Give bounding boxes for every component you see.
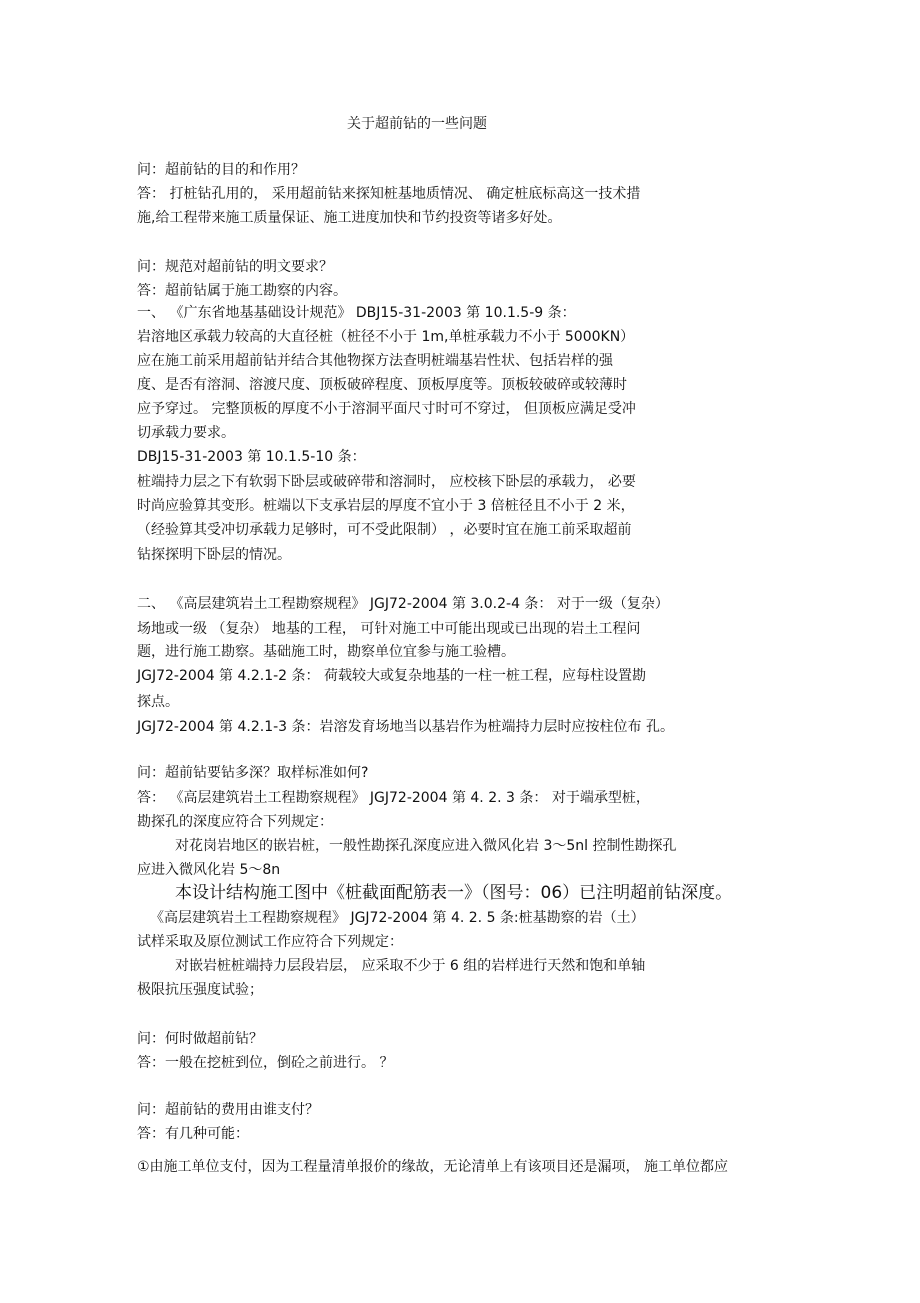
- paragraph-line: 钻探探明下卧层的情况。: [137, 547, 291, 563]
- paragraph-line: 度、是否有溶洞、溶渡尺度、顶板破碎程度、顶板厚度等。顶板较破碎或较薄时: [137, 377, 627, 393]
- paragraph-line: 应予穿过。 完整顶板的厚度不小于溶洞平面尺寸时可不穿过， 但顶板应满足受冲: [137, 401, 636, 417]
- answer-line: 施,给工程带来施工质量保证、施工进度加快和节约投资等诸多好处。: [137, 210, 562, 226]
- paragraph-line: 桩端持力层之下有软弱下卧层或破碎带和溶洞时， 应校核下卧层的承载力， 必要: [137, 474, 636, 490]
- paragraph-line: ①由施工单位支付，因为工程量清单报价的缘故，无论清单上有该项目还是漏项， 施工单位都应: [137, 1159, 728, 1175]
- paragraph-line: 探点。: [137, 694, 179, 710]
- paragraph-line: （经验算其受冲切承载力足够时，可不受此限制） ，必要时宜在施工前采取超前: [137, 522, 632, 538]
- section-heading: DBJ15-31-2003 第 10.1.5-10 条：: [137, 449, 366, 465]
- paragraph-line: 时尚应验算其变形。桩端以下支承岩层的厚度不宜小于 3 倍桩径且不小于 2 米，: [137, 498, 635, 514]
- paragraph-line: 《高层建筑岩土工程勘察规程》 JGJ72-2004 第 4. 2. 5 条:桩基勘察的岩（土）: [150, 910, 645, 926]
- paragraph-line: JGJ72-2004 第 4.2.1-2 条： 荷载较大或复杂地基的一柱一桩工程，应每柱设置勘: [137, 668, 646, 684]
- paragraph-line: 极限抗压强度试验；: [137, 982, 263, 998]
- paragraph-line: 试样采取及原位测试工作应符合下列规定：: [137, 934, 403, 950]
- answer-line: 答： 打桩钻孔用的， 采用超前钻来探知桩基地质情况、 确定桩底标高这一技术措: [137, 186, 641, 202]
- question-5: 问：超前钻的费用由谁支付？: [137, 1102, 319, 1118]
- paragraph-line: 题，进行施工勘察。基础施工时，勘察单位宜参与施工验槽。: [137, 644, 515, 660]
- question-3: 问：超前钻要钻多深？取样标准如何?: [137, 765, 369, 781]
- answer-line: 答： 《高层建筑岩土工程勘察规程》 JGJ72-2004 第 4. 2. 3 条： 对于端承型桩，: [137, 790, 650, 806]
- paragraph-line: JGJ72-2004 第 4.2.1-3 条：岩溶发育场地当以基岩作为桩端持力层时应按柱位布 孔。: [137, 719, 674, 735]
- answer-line: 答：有几种可能：: [137, 1126, 249, 1142]
- paragraph-line: 对花岗岩地区的嵌岩桩，一般性勘探孔深度应进入微风化岩 3〜5nl 控制性勘探孔: [175, 838, 677, 854]
- paragraph-line: 勘探孔的深度应符合下列规定：: [137, 814, 333, 830]
- section-heading: 二、 《高层建筑岩土工程勘察规程》 JGJ72-2004 第 3.0.2-4 条： 对于一级（复杂）: [137, 596, 669, 612]
- answer-line: 答：超前钻属于施工勘察的内容。: [137, 283, 347, 299]
- section-heading: 一、 《广东省地基基础设计规范》 DBJ15-31-2003 第 10.1.5-9 条：: [137, 305, 576, 321]
- paragraph-line: 对嵌岩桩桩端持力层段岩层， 应采取不少于 6 组的岩样进行天然和饱和单轴: [175, 958, 646, 974]
- question-2: 问：规范对超前钻的明文要求？: [137, 259, 333, 275]
- emphasis-line: 本设计结构施工图中《桩截面配筋表一》（图号：06）已注明超前钻深度。: [175, 883, 733, 903]
- paragraph-line: 岩溶地区承载力较高的大直径桩（桩径不小于 1m,单桩承载力不小于 5000KN）: [137, 329, 635, 345]
- question-1: 问：超前钻的目的和作用？: [137, 162, 305, 178]
- paragraph-line: 场地或一级 （复杂） 地基的工程， 可针对施工中可能出现或已出现的岩土工程问: [137, 621, 641, 637]
- question-4: 问：何时做超前钻？: [137, 1031, 263, 1047]
- paragraph-line: 应在施工前采用超前钻并结合其他物探方法查明桩端基岩性状、包括岩样的强: [137, 353, 613, 369]
- answer-line: 答：一般在挖桩到位，倒砼之前进行。 ？: [137, 1055, 394, 1071]
- document-title: 关于超前钻的一些问题: [347, 116, 487, 132]
- paragraph-line: 应进入微风化岩 5〜8n: [137, 862, 281, 878]
- paragraph-line: 切承载力要求。: [137, 425, 235, 441]
